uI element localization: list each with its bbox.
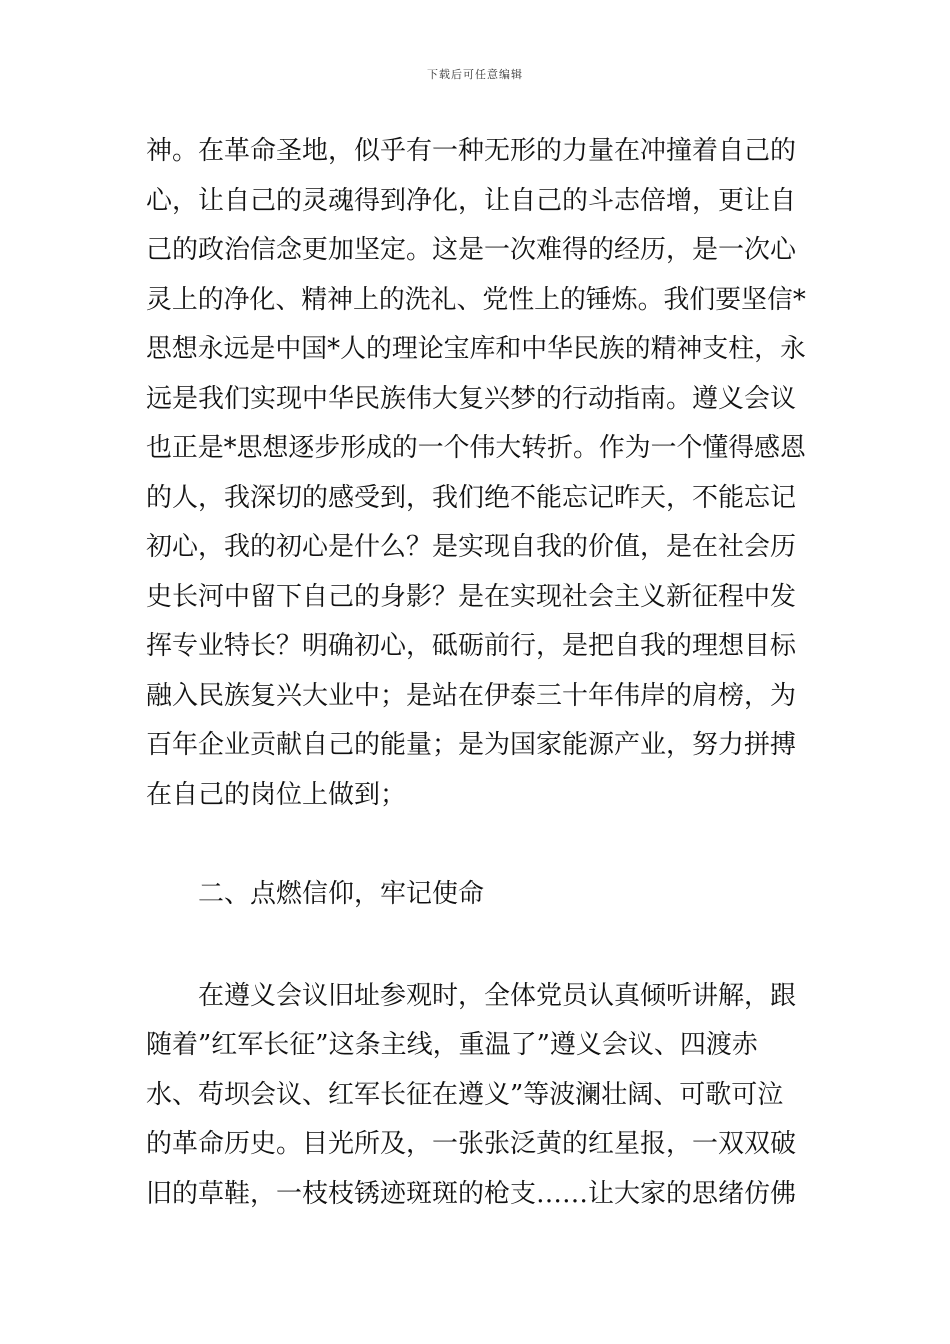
paragraph-line: 心，让自己的灵魂得到净化，让自己的斗志倍增，更让自 (146, 186, 797, 216)
paragraph-line: 神。在革命圣地，似乎有一种无形的力量在冲撞着自己的 (146, 136, 797, 166)
paragraph-line: 挥专业特长？明确初心，砥砺前行，是把自我的理想目标 (146, 631, 797, 661)
paragraph-line: 的人，我深切的感受到，我们绝不能忘记昨天，不能忘记 (146, 483, 797, 513)
paragraph-line: 远是我们实现中华民族伟大复兴梦的行动指南。遵义会议 (146, 384, 797, 414)
paragraph-line: 在遵义会议旧址参观时，全体党员认真倾听讲解，跟 (198, 981, 797, 1011)
section-heading: 二、点燃信仰，牢记使命 (198, 879, 485, 909)
paragraph-line: 灵上的净化、精神上的洗礼、党性上的锤炼。我们要坚信* (146, 285, 806, 315)
paragraph-line: 百年企业贡献自己的能量；是为国家能源产业，努力拼搏 (146, 730, 797, 760)
paragraph-line: 也正是*思想逐步形成的一个伟大转折。作为一个懂得感恩 (146, 433, 806, 463)
paragraph-line: 初心，我的初心是什么？是实现自我的价值，是在社会历 (146, 532, 797, 562)
paragraph-line: 旧的草鞋，一枝枝锈迹斑斑的枪支……让大家的思绪仿佛 (146, 1179, 797, 1209)
paragraph-line: 在自己的岗位上做到； (146, 780, 407, 810)
paragraph-line: 史长河中留下自己的身影？是在实现社会主义新征程中发 (146, 582, 797, 612)
paragraph-line: 融入民族复兴大业中；是站在伊泰三十年伟岸的肩榜，为 (146, 681, 797, 711)
paragraph-line: 水、苟坝会议、红军长征在遵义”等波澜壮阔、可歌可泣 (146, 1080, 784, 1110)
paragraph-line: 随着”红军长征”这条主线，重温了”遵义会议、四渡赤 (146, 1030, 758, 1060)
page-header: 下载后可任意编辑 (427, 68, 523, 81)
paragraph-line: 的革命历史。目光所及，一张张泛黄的红星报，一双双破 (146, 1129, 797, 1159)
paragraph-line: 己的政治信念更加坚定。这是一次难得的经历，是一次心 (146, 235, 797, 265)
paragraph-line: 思想永远是中国*人的理论宝库和中华民族的精神支柱，永 (146, 334, 806, 364)
